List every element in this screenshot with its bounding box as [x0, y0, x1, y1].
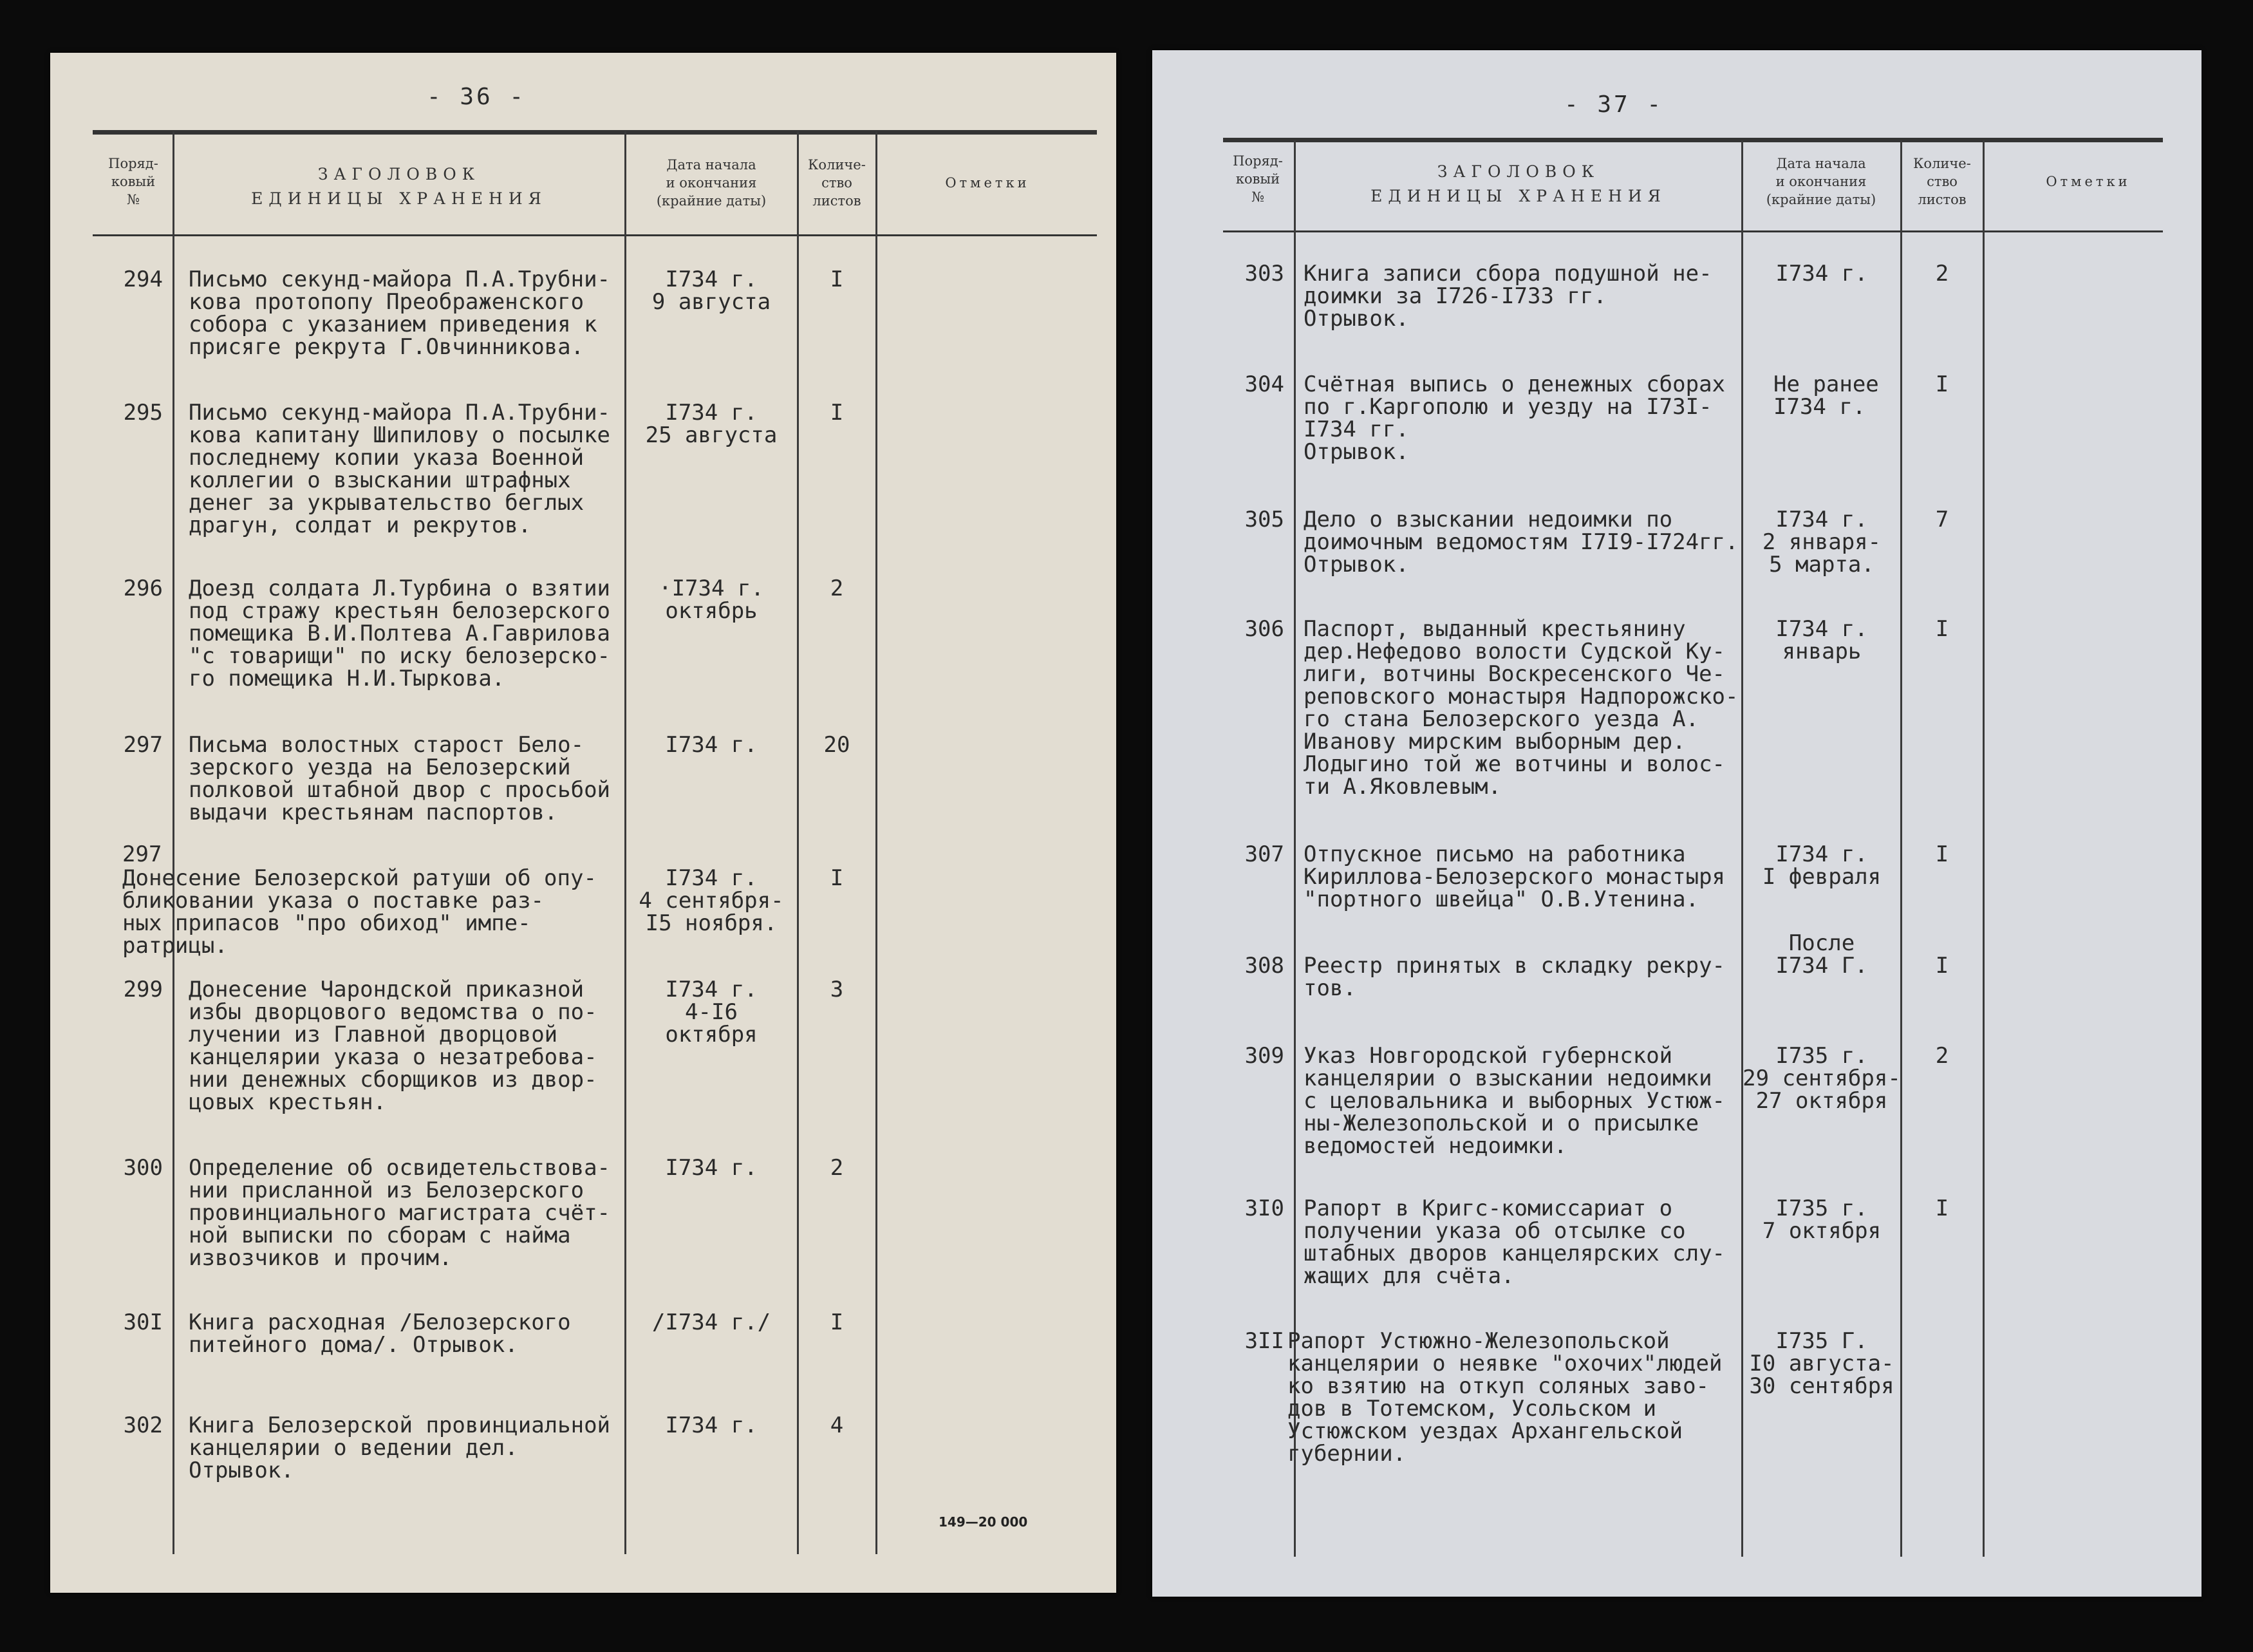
row-title: Доезд солдата Л.Турбина о взятии под стражу крестьян белозерского помещика В.И.Полтева А.Гаврилова "с товарищи" по иску белозерско- го помещика Н.И.Тыркова.	[189, 576, 611, 691]
page-36	[50, 53, 1116, 1593]
row-number: 299	[123, 977, 163, 1002]
row-number: 309	[1244, 1043, 1284, 1069]
row-date: I735 г. 29 сентября- 27 октября	[1743, 1043, 1901, 1114]
column-divider	[173, 131, 174, 1554]
row-sheets: 3	[830, 977, 844, 1002]
row-sheets: I	[830, 1309, 844, 1335]
row-date: I734 г. 9 августа	[651, 267, 771, 315]
row-sheets: 20	[823, 732, 850, 758]
row-number: 300	[123, 1155, 163, 1181]
row-title: Рапорт в Кригс-комиссариат о получении указа об отсылке со штабных дворов канцелярских слу- жащих для счёта.	[1304, 1196, 1726, 1289]
row-date: ·I734 г. октябрь	[659, 576, 764, 624]
row-number: 3I0	[1244, 1196, 1284, 1221]
row-number: 303	[1244, 261, 1284, 286]
row-date: I734 г. 4-I6 октября	[665, 977, 758, 1047]
row-date: I734 г. I февраля	[1762, 841, 1882, 890]
header-seq: Поряд- ковый №	[108, 156, 158, 207]
header-notes: Отметки	[2046, 174, 2131, 189]
row-date: После I734 Г.	[1775, 930, 1868, 979]
column-divider	[797, 131, 799, 1554]
page-number: - 36 -	[427, 84, 527, 110]
row-sheets: 4	[830, 1413, 844, 1438]
row-title: Книга расходная /Белозерского питейного дома/. Отрывок.	[189, 1309, 571, 1358]
row-title: Рапорт Устюжно-Железопольской канцелярии о неявке "охочих"людей ко взятию на откуп соляных заво- дов в Тотемском, Усольском и Устюжском уездах Архангельской губернии.	[1287, 1328, 1723, 1467]
page-number: - 37 -	[1564, 91, 1664, 118]
row-date: I734 г.	[665, 1155, 758, 1181]
header-top-rule	[1223, 138, 2163, 142]
row-number: 308	[1244, 953, 1284, 979]
row-date: I734 г. 2 января- 5 марта.	[1762, 507, 1882, 577]
row-sheets: I	[830, 267, 844, 292]
row-sheets: 7	[1935, 507, 1949, 532]
header-top-rule	[93, 130, 1097, 135]
row-title: Письмо секунд-майора П.А.Трубни- кова протопопу Преображенского собора с указанием приведения к присяге рекрута Г.Овчинникова.	[189, 267, 611, 360]
row-sheets: I	[830, 865, 844, 891]
row-date: I734 г. 25 августа	[645, 400, 778, 448]
print-code: 149—20 000	[939, 1514, 1028, 1530]
row-sheets: 2	[830, 1155, 844, 1181]
header-title: ЗАГОЛОВОК ЕДИНИЦЫ ХРАНЕНИЯ	[251, 165, 547, 208]
row-number: 306	[1244, 616, 1284, 642]
column-divider	[1983, 140, 1985, 1557]
row-date: I734 г.	[665, 1413, 758, 1438]
row-title: Паспорт, выданный крестьянину дер.Нефедово волости Судской Ку- лиги, вотчины Воскресенского Че- реповского монастыря Надпорожско- го стана Белозерского уезда А. Иванову мирским выборным дер. Лодыгино той же вотчины и волос- ти А.Яковлевым.	[1304, 616, 1739, 800]
header-notes: Отметки	[945, 175, 1030, 191]
header-bottom-rule	[93, 234, 1097, 236]
header-bottom-rule	[1223, 230, 2163, 232]
row-title: Книга Белозерской провинциальной канцелярии о ведении дел. Отрывок.	[189, 1413, 611, 1483]
row-date: I734 г.	[665, 732, 758, 758]
row-title: Донесение Белозерской ратуши об опу- бликовании указа о поставке раз- ных припасов "про обиход" импе- ратрицы.	[122, 865, 597, 959]
row-date: /I734 г./	[651, 1309, 771, 1335]
row-sheets: I	[1935, 616, 1949, 642]
row-sheets: I	[1935, 841, 1949, 867]
page-37	[1152, 50, 2202, 1597]
row-sheets: I	[1935, 1196, 1949, 1221]
row-date: I735 Г. I0 августа- 30 сентября	[1749, 1328, 1894, 1399]
row-date: Не ранее I734 г.	[1773, 371, 1879, 420]
row-date: I734 г. 4 сентября- I5 ноября.	[639, 865, 784, 936]
row-title: Счётная выпись о денежных сборах по г.Каргополю и уезду на I73I- I734 гг. Отрывок.	[1304, 371, 1726, 465]
row-sheets: 2	[830, 576, 844, 601]
row-number: 30I	[123, 1309, 163, 1335]
column-divider	[624, 131, 626, 1554]
row-title: Письма волостных старост Бело- зерского уезда на Белозерский полковой штабной двор с просьбой выдачи крестьянам паспортов.	[189, 732, 611, 825]
row-title: Донесение Чарондской приказной избы дворцового ведомства о по- лучении из Главной дворцовой канцелярии указа о незатребова- нии денежных сборщиков из двор- цовых крестьян.	[189, 977, 597, 1115]
row-number: 296	[123, 576, 163, 601]
header-dates: Дата начала и окончания (крайние даты)	[1766, 156, 1876, 207]
row-date: I735 г. 7 октября	[1762, 1196, 1882, 1244]
row-number: 307	[1244, 841, 1284, 867]
row-number: 294	[123, 267, 163, 292]
row-date: I734 г. январь	[1775, 616, 1868, 664]
row-sheets: I	[1935, 371, 1949, 397]
row-number: 295	[123, 400, 163, 426]
row-number: 304	[1244, 371, 1284, 397]
row-sheets: 2	[1935, 1043, 1949, 1069]
row-title: Определение об освидетельствова- нии присланной из Белозерского провинциального магистрата счёт- ной выписки по сборам с найма извозчиков и прочим.	[189, 1155, 611, 1271]
row-number: 3II	[1244, 1328, 1284, 1354]
row-sheets: I	[1935, 953, 1949, 979]
header-count: Количе- ство листов	[1913, 156, 1971, 207]
header-title: ЗАГОЛОВОК ЕДИНИЦЫ ХРАНЕНИЯ	[1370, 162, 1667, 205]
row-title: Дело о взыскании недоимки по доимочным ведомостям I7I9-I724гг. Отрывок.	[1304, 507, 1739, 577]
row-date: I734 г.	[1775, 261, 1868, 286]
row-sheets: 2	[1935, 261, 1949, 286]
row-title: Письмо секунд-майора П.А.Трубни- кова капитану Шипилову о посылке последнему копии указа Военной коллегии о взыскании штрафных денег за укрывательство беглых драгун, солдат и рекрутов.	[189, 400, 611, 538]
row-number: 305	[1244, 507, 1284, 532]
row-number: 297	[123, 732, 163, 758]
row-number: 302	[123, 1413, 163, 1438]
row-number: 297	[122, 841, 162, 867]
header-dates: Дата начала и окончания (крайние даты)	[656, 157, 767, 209]
header-count: Количе- ство листов	[808, 157, 866, 209]
row-title: Указ Новгородской губернской канцелярии о взыскании недоимки с целовальника и выборных Устюж- ны-Железопольской и о присылке ведомостей недоимки.	[1304, 1043, 1726, 1159]
column-divider	[875, 131, 877, 1554]
header-seq: Поряд- ковый №	[1233, 153, 1283, 205]
row-title: Отпускное письмо на работника Кириллова-Белозерского монастыря "портного швейца" О.В.Утенина.	[1304, 841, 1726, 912]
row-sheets: I	[830, 400, 844, 426]
row-title: Книга записи сбора подушной не- доимки за I726-I733 гг. Отрывок.	[1304, 261, 1712, 332]
row-title: Реестр принятых в складку рекру- тов.	[1304, 953, 1726, 1001]
